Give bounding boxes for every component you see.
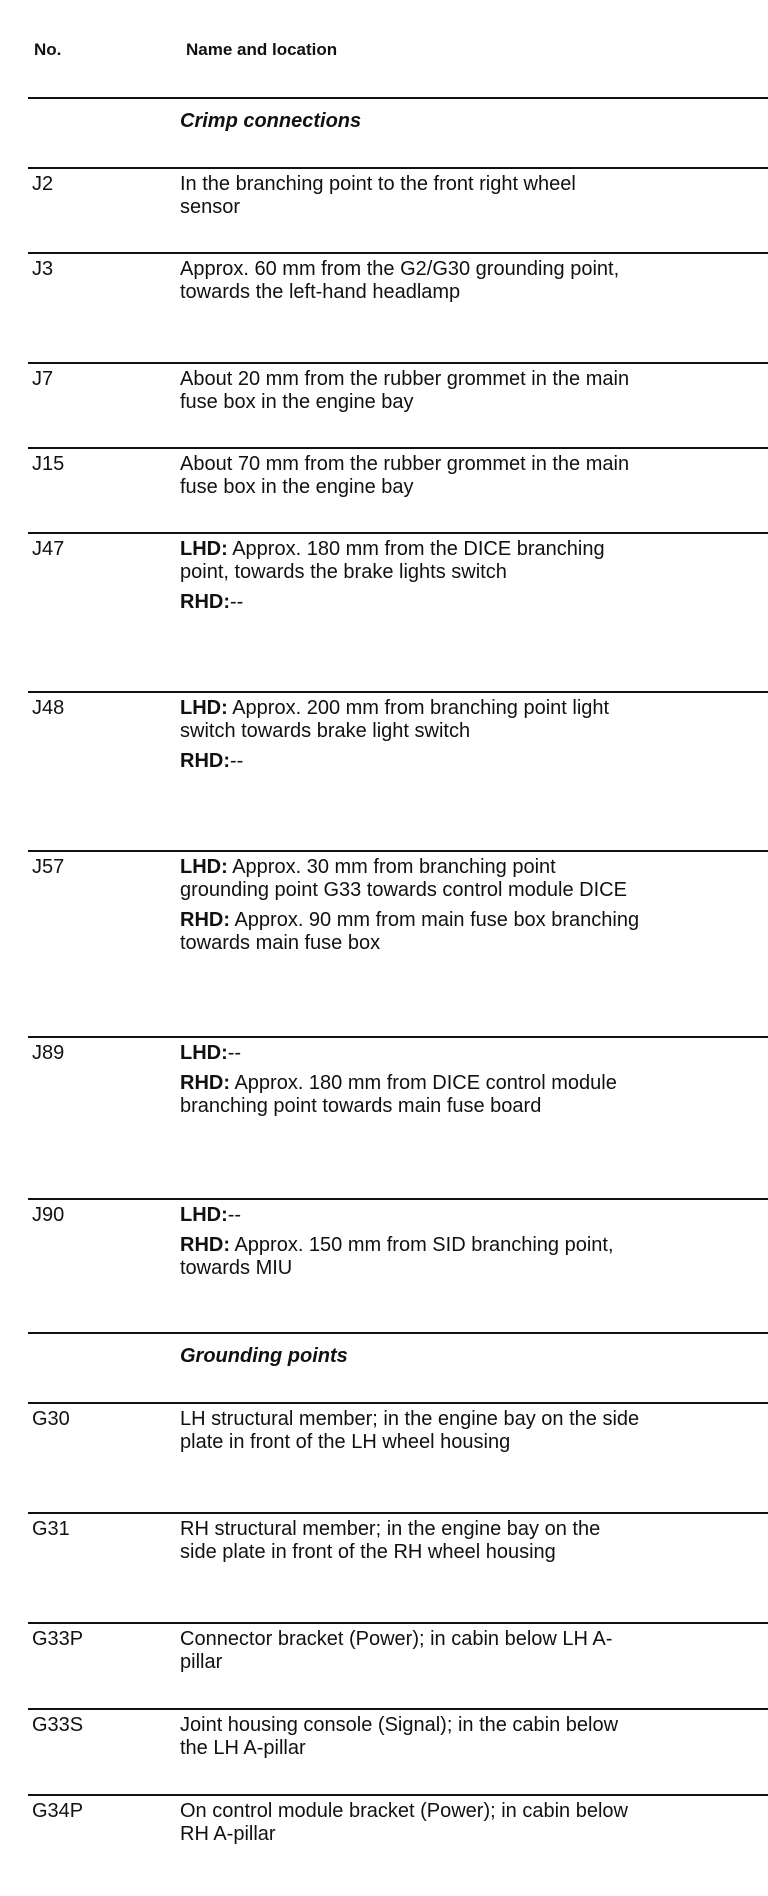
entry-text: Approx. 180 mm from DICE control module branching point towards main fuse board (180, 1072, 617, 1117)
entry-text: -- (230, 591, 244, 613)
row-number: G30 (32, 1408, 70, 1430)
table-header (28, 40, 768, 99)
row-entry (180, 856, 640, 902)
entry-text: Approx. 180 mm from the DICE branching point, towards the brake lights switch (180, 538, 605, 583)
table-row (28, 1038, 768, 1200)
row-number: J47 (32, 538, 65, 560)
header-name-location: Name and location (186, 40, 338, 59)
row-description (180, 1204, 640, 1332)
row-description (180, 453, 640, 532)
table-row (28, 1514, 768, 1624)
row-number: J3 (32, 258, 54, 280)
entry-label: RHD: (180, 1234, 230, 1256)
entry-text: Approx. 90 mm from main fuse box branching towards main fuse box (180, 909, 640, 954)
entry-text: Approx. 150 mm from SID branching point, towards MIU (180, 1234, 614, 1279)
row-description (180, 856, 640, 1036)
row-description (180, 697, 640, 850)
row-text: On control module bracket (Power); in cabin below RH A-pillar (180, 1800, 628, 1845)
section-grounding-points (28, 1334, 768, 1404)
entry-text: -- (227, 1042, 242, 1064)
table-row (28, 1796, 768, 1876)
row-entry (180, 1234, 640, 1280)
row-description (180, 1800, 640, 1876)
row-number: J7 (32, 368, 54, 390)
table-row (28, 534, 768, 693)
row-text: RH structural member; in the engine bay on the side plate in front of the RH wheel housing (180, 1518, 601, 1563)
row-text: About 70 mm from the rubber grommet in the main fuse box in the engine bay (180, 453, 630, 498)
entry-label: RHD: (180, 909, 230, 931)
row-description (180, 1408, 640, 1512)
section-title: Crimp connections (180, 110, 362, 132)
row-number: J2 (32, 173, 54, 195)
table-row (28, 1404, 768, 1514)
table-row (28, 1200, 768, 1334)
row-number: J48 (32, 697, 65, 719)
row-text: About 20 mm from the rubber grommet in the main fuse box in the engine bay (180, 368, 630, 413)
row-text: LH structural member; in the engine bay on the side plate in front of the LH wheel housing (180, 1408, 640, 1453)
row-entry (180, 538, 640, 584)
row-description (180, 538, 640, 691)
entry-label: RHD: (180, 750, 230, 772)
header-no: No. (34, 40, 62, 59)
row-number: G33P (32, 1628, 84, 1650)
table-row (28, 693, 768, 852)
row-number: J57 (32, 856, 65, 878)
table-row (28, 254, 768, 364)
entry-text: Approx. 30 mm from branching point grounding point G33 towards control module DICE (180, 856, 627, 901)
section-crimp-connections (28, 99, 768, 169)
row-number: G31 (32, 1518, 70, 1540)
row-number: G34P (32, 1800, 84, 1822)
entry-label: RHD: (180, 591, 230, 613)
row-number: G33S (32, 1714, 84, 1736)
entry-text: Approx. 200 mm from branching point light switch towards brake light switch (180, 697, 610, 742)
row-entry (180, 750, 640, 773)
table-row (28, 169, 768, 254)
table-row (28, 364, 768, 449)
connections-table (28, 40, 768, 1876)
row-number: J15 (32, 453, 65, 475)
row-number: J90 (32, 1204, 65, 1226)
row-description (180, 1714, 640, 1794)
entry-label: LHD: (180, 1204, 228, 1226)
row-entry (180, 591, 640, 614)
entry-label: LHD: (180, 538, 228, 560)
entry-label: LHD: (180, 856, 228, 878)
section-title: Grounding points (180, 1345, 348, 1367)
entry-label: LHD: (180, 1042, 228, 1064)
row-entry (180, 1072, 640, 1118)
table-row (28, 852, 768, 1038)
table-row (28, 1624, 768, 1710)
row-entry (180, 909, 640, 955)
row-number: J89 (32, 1042, 65, 1064)
table-row (28, 449, 768, 534)
row-description (180, 258, 640, 362)
entry-label: RHD: (180, 1072, 230, 1094)
row-description (180, 368, 640, 447)
row-text: Approx. 60 mm from the G2/G30 grounding point, towards the left-hand headlamp (180, 258, 620, 303)
row-entry (180, 1042, 640, 1065)
entry-text: -- (230, 750, 244, 772)
row-entry (180, 697, 640, 743)
row-description (180, 173, 640, 252)
entry-label: LHD: (180, 697, 228, 719)
table-row (28, 1710, 768, 1796)
row-description (180, 1518, 640, 1622)
row-description (180, 1628, 640, 1708)
row-text: Connector bracket (Power); in cabin below LH A-pillar (180, 1628, 613, 1673)
row-text: Joint housing console (Signal); in the cabin below the LH A-pillar (180, 1714, 619, 1759)
row-entry (180, 1204, 640, 1227)
entry-text: -- (227, 1204, 242, 1226)
row-text: In the branching point to the front right wheel sensor (180, 173, 576, 218)
row-description (180, 1042, 640, 1198)
